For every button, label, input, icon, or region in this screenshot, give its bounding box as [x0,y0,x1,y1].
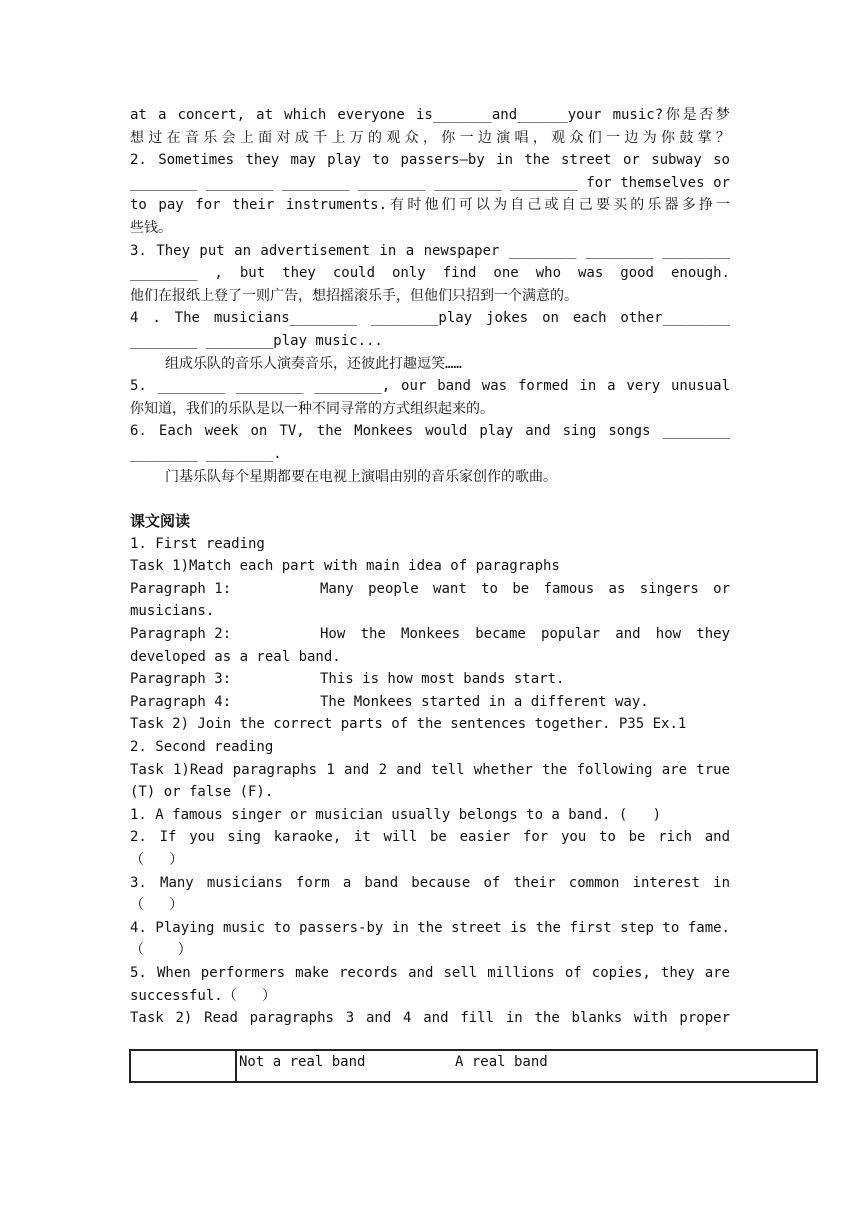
text-line: ________ , but they could only find one who was good enough. [130,265,730,282]
band-comparison-table [129,1049,818,1083]
tf-answer-blank: （ ） [130,942,192,959]
worksheet-page [130,104,730,1030]
text-line: to pay for their instruments.有时他们可以为自己或自己要买的乐器多挣一 [130,197,730,214]
first-reading-heading: 1. First reading [130,535,265,552]
not-real-band-header: Not a real band [239,1054,366,1070]
paragraph-label: Paragraph 2: [130,626,232,643]
tf-question: 5. When performers make records and sell millions of copies, they are [130,964,730,981]
text-line: 5. ________ ________ ________, our band was formed in a very unusual [130,378,730,395]
paragraph-idea: This is how most bands start. [320,671,565,688]
table-header-cell [236,1050,817,1082]
paragraph-idea: How the Monkees became popular and how they [320,626,730,643]
table-cell-empty [130,1050,236,1082]
table-row [130,1050,817,1082]
paragraph-idea: Many people want to be famous as singers or [320,580,730,597]
paragraph-row [130,623,730,646]
tf-answer-blank: （ ） [130,897,184,914]
text-line: ________ ________play music... [130,332,383,349]
task-title-cont: (T) or false (F). [130,784,274,801]
text-line: ________ ________. [130,445,282,462]
text-line: 想过在音乐会上面对成千上万的观众，你一边演唱，观众们一边为你鼓掌？ [130,129,730,146]
text-line: 6. Each week on TV, the Monkees would play and sing songs ________ [130,423,730,440]
task-title: Task 1)Read paragraphs 1 and 2 and tell whether the following are true [130,761,730,778]
paragraph-idea-cont: developed as a real band. [130,648,341,665]
paragraph-label: Paragraph 4: [130,693,232,710]
task-title: Task 2) Join the correct parts of the sentences together. P35 Ex.1 [130,716,687,733]
paragraph-label: Paragraph 3: [130,671,232,688]
task-title: Task 2) Read paragraphs 3 and 4 and fill in the blanks with proper [130,1010,730,1027]
paragraph-row [130,578,730,601]
paragraph-label: Paragraph 1: [130,580,232,597]
tf-question: 3. Many musicians form a band because of their common interest in [130,874,730,891]
task-title: Task 1)Match each part with main idea of paragraphs [130,558,560,575]
tf-question: 1. A famous singer or musician usually belongs to a band. ( ) [130,806,662,823]
tf-question: 2. If you sing karaoke, it will be easier for you to be rich and [130,829,730,846]
paragraph-row [130,691,730,714]
text-line: 你知道，我们的乐队是以一种不同寻常的方式组织起来的。 [130,400,494,417]
text-line: 4 . The musicians________ ________play jokes on each other________ [130,310,730,327]
text-line: 门基乐队每个星期都要在电视上演唱由别的音乐家创作的歌曲。 [165,468,557,485]
text-line: 组成乐队的音乐人演奏音乐，还彼此打趣逗笑…… [165,355,462,372]
tf-answer-blank: （ ） [130,852,184,868]
paragraph-idea: The Monkees started in a different way. [320,693,649,710]
text-line: at a concert, at which everyone is_______and______your music?你是否梦 [130,107,730,123]
tf-question: 4. Playing music to passers-by in the street is the first step to fame. [130,919,730,936]
text-line: 2. Sometimes they may play to passers—by in the street or subway so [130,152,730,169]
text-line: 3. They put an advertisement in a newspaper ________ ________ ________ [130,242,730,259]
text-line: 些钱。 [130,219,172,236]
paragraph-idea-cont: musicians. [130,603,215,620]
text-line: ________ ________ ________ ________ ________ ________ for themselves or [130,174,730,191]
tf-question-cont: successful.（ ） [130,987,277,1004]
paragraph-row [130,668,730,691]
second-reading-heading: 2. Second reading [130,739,274,756]
section-title: 课文阅读 [130,512,191,531]
text-line: 他们在报纸上登了一则广告，想招摇滚乐手，但他们只招到一个满意的。 [130,287,578,304]
real-band-header: A real band [455,1054,548,1070]
